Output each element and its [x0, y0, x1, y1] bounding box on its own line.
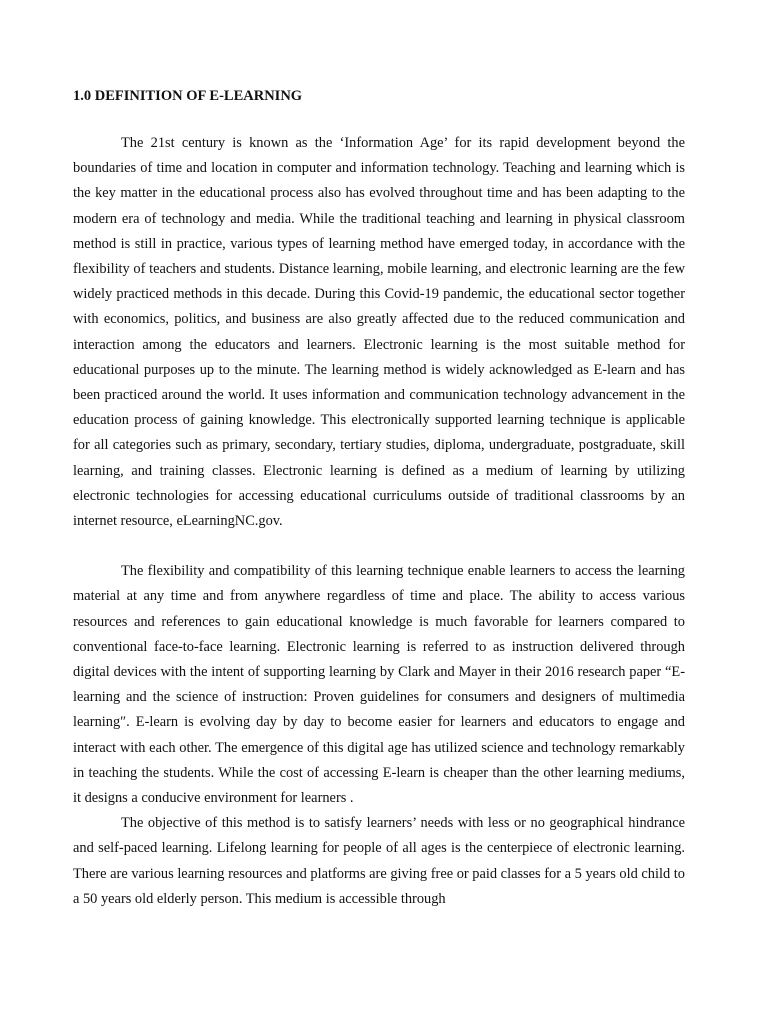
paragraph-1: The 21st century is known as the ‘Information Age’ for its rapid development beyond the boundaries of time and location in computer and information technology. Teaching and learning which is the key matter in the educational process also has evolved throughout time and has been adapting to the modern era of technology and media. While the traditional teaching and learning in physical classroom method is still in practice, various types of learning method have emerged today, in accordance with the flexibility of teachers and students. Distance learning, mobile learning, and electronic learning are the few widely practiced methods in this decade. During this Covid-19 pandemic, the educational sector together with economics, politics, and business are also greatly affected due to the reduced communication and interaction among the educators and learners. Electronic learning is the most suitable method for educational purposes up to the minute. The learning method is widely acknowledged as E-learn and has been practiced around the world. It uses information and communication technology advancement in the education process of gaining knowledge. This electronically supported learning technique is applicable for all categories such as primary, secondary, tertiary studies, diploma, undergraduate, postgraduate, skill learning, and training classes. Electronic learning is defined as a medium of learning by utilizing electronic technologies for accessing educational curriculums outside of traditional classrooms by an internet resource, eLearningNC.gov. [73, 135, 685, 530]
paragraph-2: The flexibility and compatibility of this learning technique enable learners to access the learning material at any time and from anywhere regardless of time and place. The ability to access various resources and references to gain educational knowledge is much favorable for learners compared to conventional face-to-face learning. Electronic learning is referred to as instruction delivered through digital devices with the intent of supporting learning by Clark and Mayer in their 2016 research paper “E-learning and the science of instruction: Proven guidelines for consumers and designers of multimedia learning″. E-learn is evolving day by day to become easier for learners and educators to engage and interact with each other. The emergence of this digital age has utilized science and technology remarkably in teaching the students. While the cost of accessing E-learn is cheaper than the other learning mediums, it designs a conducive environment for learners . [73, 563, 685, 807]
paragraph-3: The objective of this method is to satisfy learners’ needs with less or no geographical hindrance and self-paced learning. Lifelong learning for people of all ages is the centerpiece of electronic learning. There are various learning resources and platforms are giving free or paid classes for a 5 years old child to a 50 years old elderly person. This medium is accessible through [73, 815, 685, 907]
paragraph-spacer [73, 534, 685, 559]
section-heading: 1.0 DEFINITION OF E-LEARNING [73, 88, 303, 104]
